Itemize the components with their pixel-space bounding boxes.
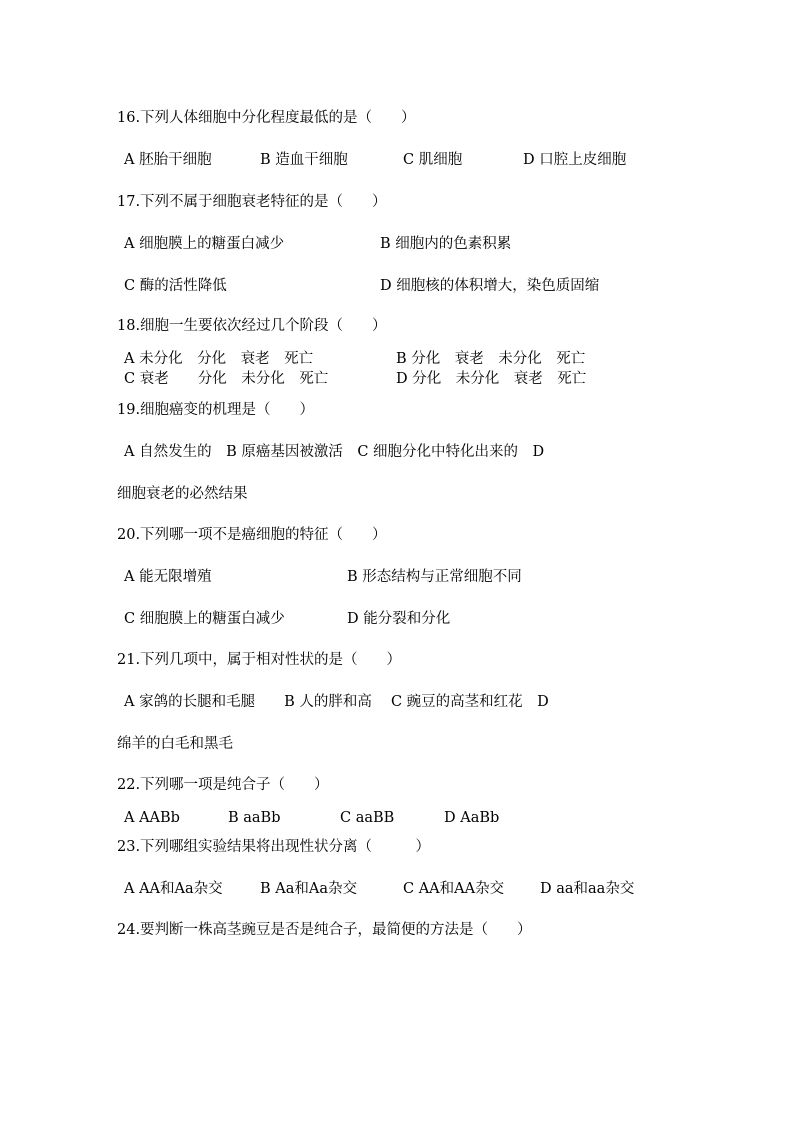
question-20-option-b: B 形态结构与正常细胞不同 [347,569,522,585]
question-20-option-d: D 能分裂和分化 [347,611,451,627]
question-19-stem: 19.细胞癌变的机理是（ ） [117,402,315,418]
question-22-option-b: B aaBb [228,810,281,826]
question-21-options-line2: 绵羊的白毛和黑毛 [117,736,233,752]
question-23-option-a: A AA和Aa杂交 [124,881,223,897]
question-17-option-a: A 细胞膜上的糖蛋白减少 [124,236,285,252]
question-18-option-c: C 衰老 分化 未分化 死亡 [124,371,329,387]
question-23-option-b: B Aa和Aa杂交 [260,881,357,897]
question-23-option-c: C AA和AA杂交 [403,881,505,897]
question-18-stem: 18.细胞一生要依次经过几个阶段（ ） [117,318,387,334]
question-19-options-line2: 细胞衰老的必然结果 [117,486,248,502]
question-16-option-b: B 造血干细胞 [260,152,348,168]
question-22-option-d: D AaBb [444,810,500,826]
question-20-option-c: C 细胞膜上的糖蛋白减少 [124,611,285,627]
question-23-option-d: D aa和aa杂交 [540,881,635,897]
question-16-option-d: D 口腔上皮细胞 [523,152,627,168]
question-24-stem: 24.要判断一株高茎豌豆是否是纯合子，最简便的方法是（ ） [117,922,532,938]
question-19-options-line1: A 自然发生的 B 原癌基因被激活 C 细胞分化中特化出来的 D [124,444,545,460]
question-17-option-d: D 细胞核的体积增大，染色质固缩 [380,278,600,294]
question-22-stem: 22.下列哪一项是纯合子（ ） [117,777,329,793]
question-21-options-line1: A 家鸽的长腿和毛腿 B 人的胖和高 C 豌豆的高茎和红花 D [124,694,549,710]
question-22-option-a: A AABb [124,810,180,826]
question-17-option-b: B 细胞内的色素积累 [380,236,512,252]
question-18-option-b: B 分化 衰老 未分化 死亡 [396,351,586,367]
question-17-stem: 17.下列不属于细胞衰老特征的是（ ） [117,194,387,210]
question-16-stem: 16.下列人体细胞中分化程度最低的是（ ） [117,110,416,126]
question-16-option-c: C 肌细胞 [403,152,463,168]
question-18-option-d: D 分化 未分化 衰老 死亡 [396,371,587,387]
question-17-option-c: C 酶的活性降低 [124,278,227,294]
question-21-stem: 21.下列几项中，属于相对性状的是（ ） [117,652,402,668]
question-20-stem: 20.下列哪一项不是癌细胞的特征（ ） [117,527,387,543]
question-22-option-c: C aaBB [340,810,395,826]
question-16-option-a: A 胚胎干细胞 [124,152,212,168]
question-18-option-a: A 未分化 分化 衰老 死亡 [124,351,314,367]
question-20-option-a: A 能无限增殖 [124,569,212,585]
question-23-stem: 23.下列哪组实验结果将出现性状分离（ ） [117,839,431,855]
